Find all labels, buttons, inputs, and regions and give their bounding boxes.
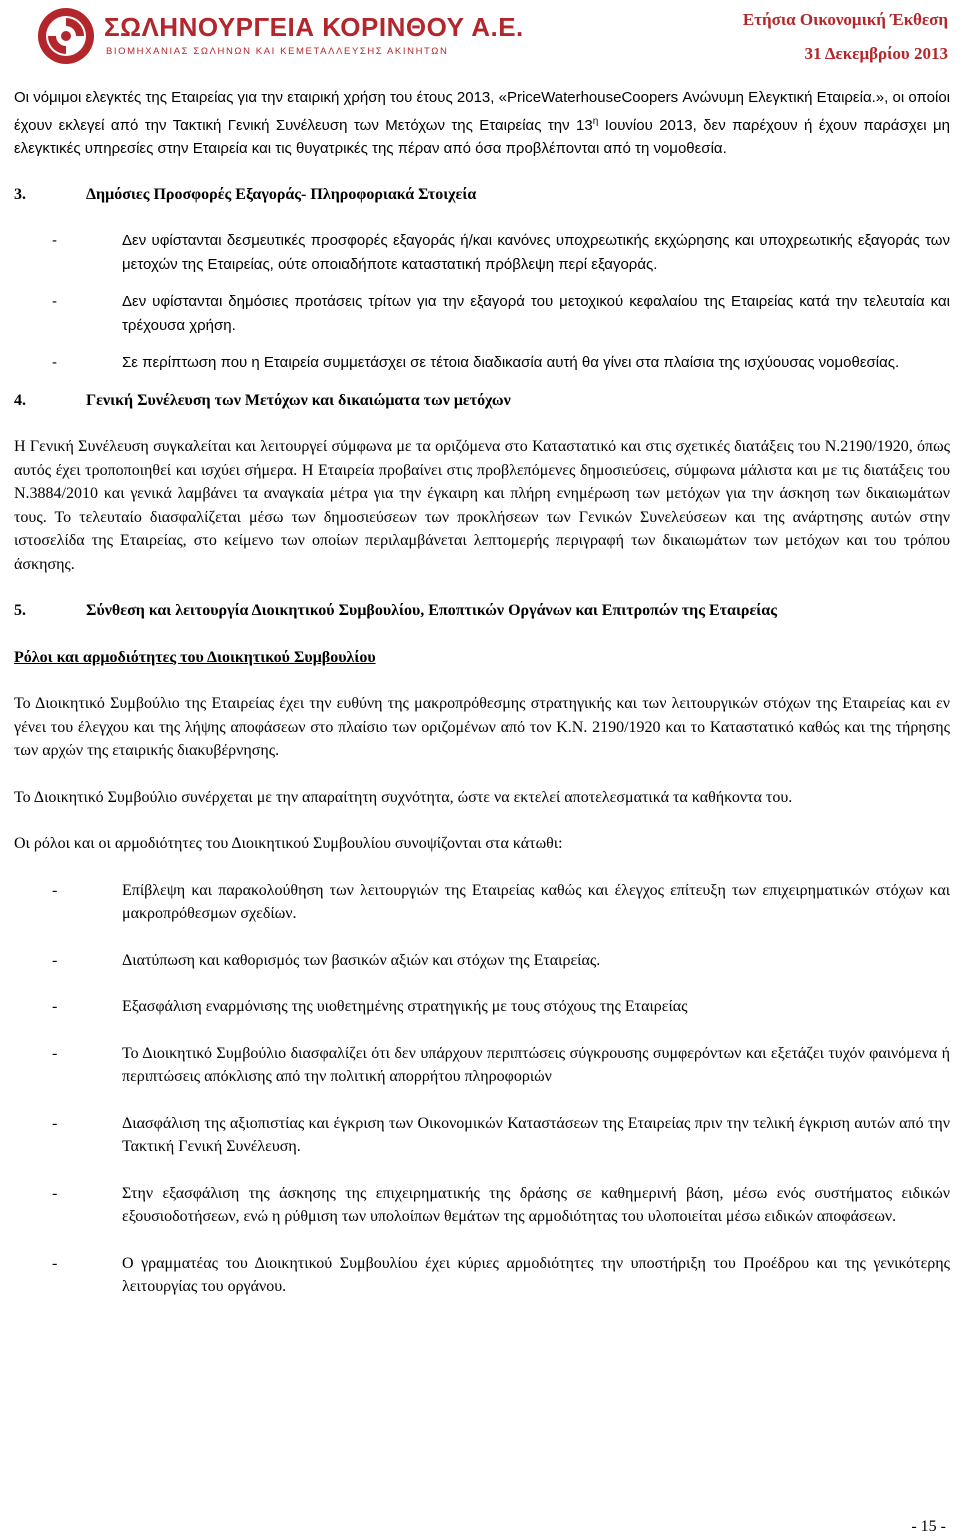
section-5-subheading: Ρόλοι και αρμοδιότητες του Διοικητικού Συμβουλίου [14, 648, 376, 666]
section-title: Σύνθεση και λειτουργία Διοικητικού Συμβουλίου, Εποπτικών Οργάνων και Επιτροπών της Εταιρείας [86, 602, 777, 619]
bullet-dash: - [52, 951, 58, 969]
list-item-text: Δεν υφίστανται δεσμευτικές προσφορές εξαγοράς ή/και κανόνες υποχρεωτικής εκχώρησης και υποχρεωτικής εξαγοράς των μετοχών της Εταιρείας, ούτε οποιαδήποτε καταστατική πρόβλεψη περί εξαγοράς. [122, 232, 950, 273]
section-4-paragraph: Η Γενική Συνέλευση συγκαλείται και λειτουργεί σύμφωνα με τα οριζόμενα στο Καταστατικό και στις σχετικές διατάξεις του Ν.2190/1920, όπως αυτός έχει τροποποιηθεί και ισχύει σήμερα. Η Εταιρεία προβαίνει στις προβλεπόμενες δημοσιεύσεις, σύμφωνα μάλιστα και με τις διατάξεις του Ν.3884/2010 και γενικά λαμβάνει τα αναγκαία μέτρα για την έγκαιρη και πλήρη ενημέρωση των μετόχων για την άσκηση των δικαιωμάτων τους. Το τελευταίο διασφαλίζεται μέσω των δημοσιεύσεων των προκλήσεων των Γενικών Συνελεύσεων και της ανάρτησης αυτών στην ιστοσελίδα της Εταιρείας, στο κείμενο των οποίων περιλαμβάνεται λεπτομερής περιγραφή των δικαιωμάτων των μετόχων και του τρόπου άσκησης. [14, 438, 950, 573]
intro-text-a: Οι νόμιμοι ελεγκτές της Εταιρείας για την εταιρική χρήση του έτους 2013, «PriceWaterhouseCoopers Ανώνυμη Ελεγκτική Εταιρεία.», οι οποίοι έχουν εκλεγεί από την Τακτική Γενική Συνέλευση των Μετόχων της Εταιρείας την 13 [14, 89, 950, 134]
list-item-text: Διατύπωση και καθορισμός των βασικών αξιών και στόχων της Εταιρείας. [122, 951, 601, 969]
section-number: 5. [14, 602, 26, 619]
list-item [14, 879, 950, 926]
list-item-text: Επίβλεψη και παρακολούθηση των λειτουργιών της Εταιρείας καθώς και έλεγχος επίτευξη των επιχειρηματικών στόχων και μακροπρόθεσμων σχεδίων. [122, 881, 950, 922]
list-item-text: Διασφάλιση της αξιοπιστίας και έγκριση των Οικονομικών Καταστάσεων της Εταιρείας πριν την τελική έγκριση αυτών από την Τακτική Γενική Συνέλευση. [122, 1114, 950, 1155]
report-date: 31 Δεκεμβρίου 2013 [804, 44, 948, 63]
intro-paragraph [14, 86, 950, 161]
list-item-text: Στην εξασφάλιση της άσκησης της επιχειρηματικής της δράσης σε καθημερινή βάση, μέσω ενός συστήματος ειδικών εξουσιοδοτήσεων, ενώ η ρύθμιση των υπολοίπων θεμάτων της αρμοδιότητας του υλοποιείται μέσω ειδικών αποφάσεων. [122, 1184, 950, 1225]
list-item-text: Το Διοικητικό Συμβούλιο διασφαλίζει ότι δεν υπάρχουν περιπτώσεις σύγκρουσης συμφερόντων και εξετάζει τυχόν φαινόμενα ή περιπτώσεις απόκλισης από την πολιτική απορρήτου πληροφοριών [122, 1044, 950, 1085]
bullet-dash: - [52, 293, 57, 310]
section-title: Γενική Συνέλευση των Μετόχων και δικαιώματα των μετόχων [86, 391, 511, 409]
section-number: 3. [14, 185, 26, 203]
bullet-dash: - [52, 354, 57, 371]
list-item [14, 995, 950, 1019]
bullet-dash: - [52, 1114, 58, 1132]
report-title: Ετήσια Οικονομική Έκθεση [742, 10, 948, 29]
company-logo-icon [36, 6, 96, 66]
list-item [14, 1042, 950, 1089]
document-body [14, 86, 950, 1299]
page-header [0, 0, 960, 76]
list-item-text: Δεν υφίστανται δημόσιες προτάσεις τρίτων για την εξαγορά του μετοχικού κεφαλαίου της Εταιρείας κατά την τελευταία και τρέχουσα χρήση. [122, 293, 950, 334]
section-title: Δημόσιες Προσφορές Εξαγοράς- Πληροφοριακά Στοιχεία [86, 185, 477, 203]
page-number: - 15 - [911, 1518, 946, 1535]
list-item [14, 229, 950, 276]
bullet-dash: - [52, 1254, 58, 1272]
bullet-dash: - [52, 881, 58, 899]
list-item-text: Εξασφάλιση εναρμόνισης της υιοθετημένης στρατηγικής με τους στόχους της Εταιρείας [122, 998, 688, 1015]
list-item [14, 1112, 950, 1159]
section-3-list [14, 229, 950, 375]
list-item-text: Ο γραμματέας του Διοικητικού Συμβουλίου έχει κύριες αρμοδιότητες την υποστήριξη του Προέδρου και της γενικότερης λειτουργίας του οργάνου. [122, 1254, 950, 1295]
intro-text-b: Ιουνίου 2013, δεν παρέχουν ή έχουν παράσχει μη ελεγκτικές υπηρεσίες στην Εταιρεία και τις θυγατρικές της πέραν από όσα προβλέπονται από τη νομοθεσία. [14, 116, 950, 157]
section-5-list [14, 879, 950, 1299]
section-5-heading [14, 599, 950, 623]
bullet-dash: - [52, 1044, 58, 1062]
section-3-heading [14, 183, 950, 207]
list-item [14, 290, 950, 337]
bullet-dash: - [52, 232, 57, 249]
bullet-dash: - [52, 1184, 58, 1202]
section-number: 4. [14, 391, 26, 409]
list-item-text: Σε περίπτωση που η Εταιρεία συμμετάσχει σε τέτοια διαδικασία αυτή θα γίνει στα πλαίσια της ισχύουσας νομοθεσίας. [122, 354, 900, 371]
list-item [14, 949, 950, 973]
list-item [14, 1182, 950, 1229]
section-5-paragraph-1: Το Διοικητικό Συμβούλιο της Εταιρείας έχει την ευθύνη της μακροπρόθεσμης στρατηγικής και των λειτουργικών στόχων της Εταιρείας και εν γένει του έλεγχου και της λήψης αποφάσεων στο πλαίσιο των οριζομένων από τον Κ.Ν. 2190/1920 και το Καταστατικό καθώς και της τήρησης των αρχών της εταιρικής διακυβέρνησης. [14, 695, 950, 759]
company-subtitle: ΒΙΟΜΗΧΑΝΙΑΣ ΣΩΛΗΝΩΝ ΚΑΙ ΚΕΜΕΤΑΛΛΕΥΣΗΣ ΑΚΙΝΗΤΩΝ [106, 46, 449, 57]
bullet-dash: - [52, 998, 58, 1015]
section-5-paragraph-3: Οι ρόλοι και οι αρμοδιότητες του Διοικητικού Συμβουλίου συνοψίζονται στα κάτωθι: [14, 835, 563, 852]
company-name: ΣΩΛΗΝΟΥΡΓΕΙΑ ΚΟΡΙΝΘΟΥ Α.Ε. [104, 12, 524, 42]
section-4-heading [14, 389, 950, 413]
list-item [14, 351, 950, 375]
intro-superscript: η [592, 115, 599, 127]
list-item [14, 1252, 950, 1299]
section-5-paragraph-2: Το Διοικητικό Συμβούλιο συνέρχεται με την απαραίτητη συχνότητα, ώστε να εκτελεί αποτελεσματικά τα καθήκοντα του. [14, 788, 793, 806]
